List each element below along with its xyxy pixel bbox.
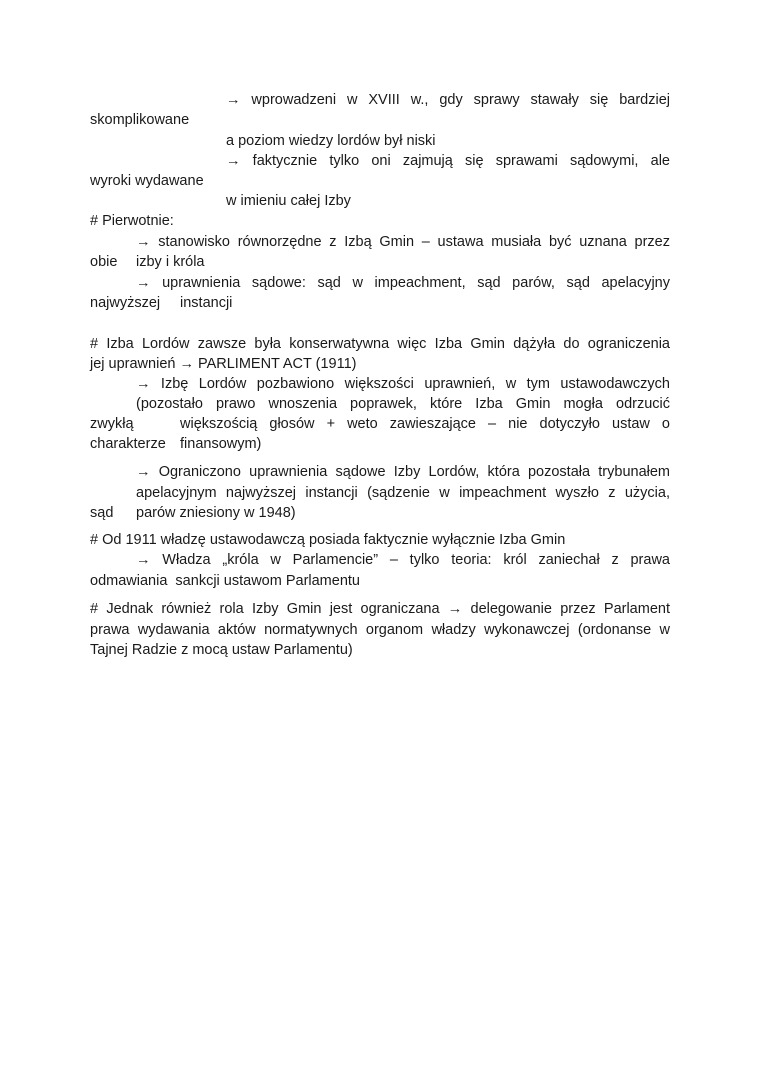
text-line: wyroki wydawane — [90, 173, 204, 189]
line-text: prawa wydawania aktów normatywnych organom władzy wykonawczej (ordonanse w — [90, 622, 670, 638]
line-text: większością głosów + weto zawieszające – nie dotyczyło ustaw o — [180, 416, 670, 432]
text-line: charakterze — [90, 436, 166, 452]
line-text: → wprowadzeni w XVIII w., gdy sprawy stawały się bardziej — [226, 92, 670, 108]
text-line: zwykłą — [90, 416, 134, 432]
section-heading — [90, 334, 670, 354]
text-line: w imieniu całej Izby — [226, 193, 351, 209]
line-text: (pozostało prawo wnoszenia poprawek, które Izba Gmin mogła odrzucić — [136, 396, 670, 412]
line-text: → faktycznie tylko oni zajmują się sprawami sądowymi, ale — [226, 153, 670, 169]
text-line: jej uprawnień → PARLIMENT ACT (1911) — [90, 356, 357, 372]
line-text: apelacyjnym najwyższej instancji (sądzenie w impeachment wyszło z użycia, — [136, 485, 670, 501]
text-line: sąd — [90, 505, 114, 521]
text-line: finansowym) — [180, 436, 262, 452]
text-line: najwyższej — [90, 295, 161, 311]
text-line: Tajnej Radzie z mocą ustaw Parlamentu) — [90, 642, 353, 658]
text-line — [136, 374, 670, 394]
text-line: skomplikowane — [90, 112, 190, 128]
text-line — [180, 414, 670, 434]
text-line: izby i króla — [136, 254, 205, 270]
line-text: → Ograniczono uprawnienia sądowe Izby Lordów, która pozostała trybunałem — [136, 464, 670, 480]
text-line — [136, 462, 670, 482]
line-text: # Jednak również rola Izby Gmin jest ograniczana → delegowanie przez Parlament — [90, 601, 670, 617]
line-text: → uprawnienia sądowe: sąd w impeachment, sąd parów, sąd apelacyjny — [136, 275, 670, 291]
text-line: parów zniesiony w 1948) — [136, 505, 296, 521]
text-line — [136, 232, 670, 252]
text-line: a poziom wiedzy lordów był niski — [226, 133, 436, 149]
text-line: obie — [90, 254, 118, 270]
section-heading — [90, 599, 670, 619]
line-text: → Izbę Lordów pozbawiono większości uprawnień, w tym ustawodawczych — [136, 376, 670, 392]
text-line — [136, 550, 670, 570]
line-text: # Izba Lordów zawsze była konserwatywna więc Izba Gmin dążyła do ograniczenia — [90, 336, 670, 352]
text-line — [226, 151, 670, 171]
text-line — [226, 90, 670, 110]
text-line: instancji — [180, 295, 233, 311]
text-line — [136, 394, 670, 414]
text-line — [90, 620, 670, 640]
section-heading: # Pierwotnie: — [90, 213, 174, 229]
text-line: odmawiania sankcji ustawom Parlamentu — [90, 573, 360, 589]
text-line — [136, 483, 670, 503]
line-text: → Władza „króla w Parlamencie” – tylko teoria: król zaniechał z prawa — [136, 552, 670, 568]
line-text: → stanowisko równorzędne z Izbą Gmin – ustawa musiała być uznana przez — [136, 234, 670, 250]
section-heading: # Od 1911 władzę ustawodawczą posiada faktycznie wyłącznie Izba Gmin — [90, 532, 566, 548]
text-line — [136, 273, 670, 293]
